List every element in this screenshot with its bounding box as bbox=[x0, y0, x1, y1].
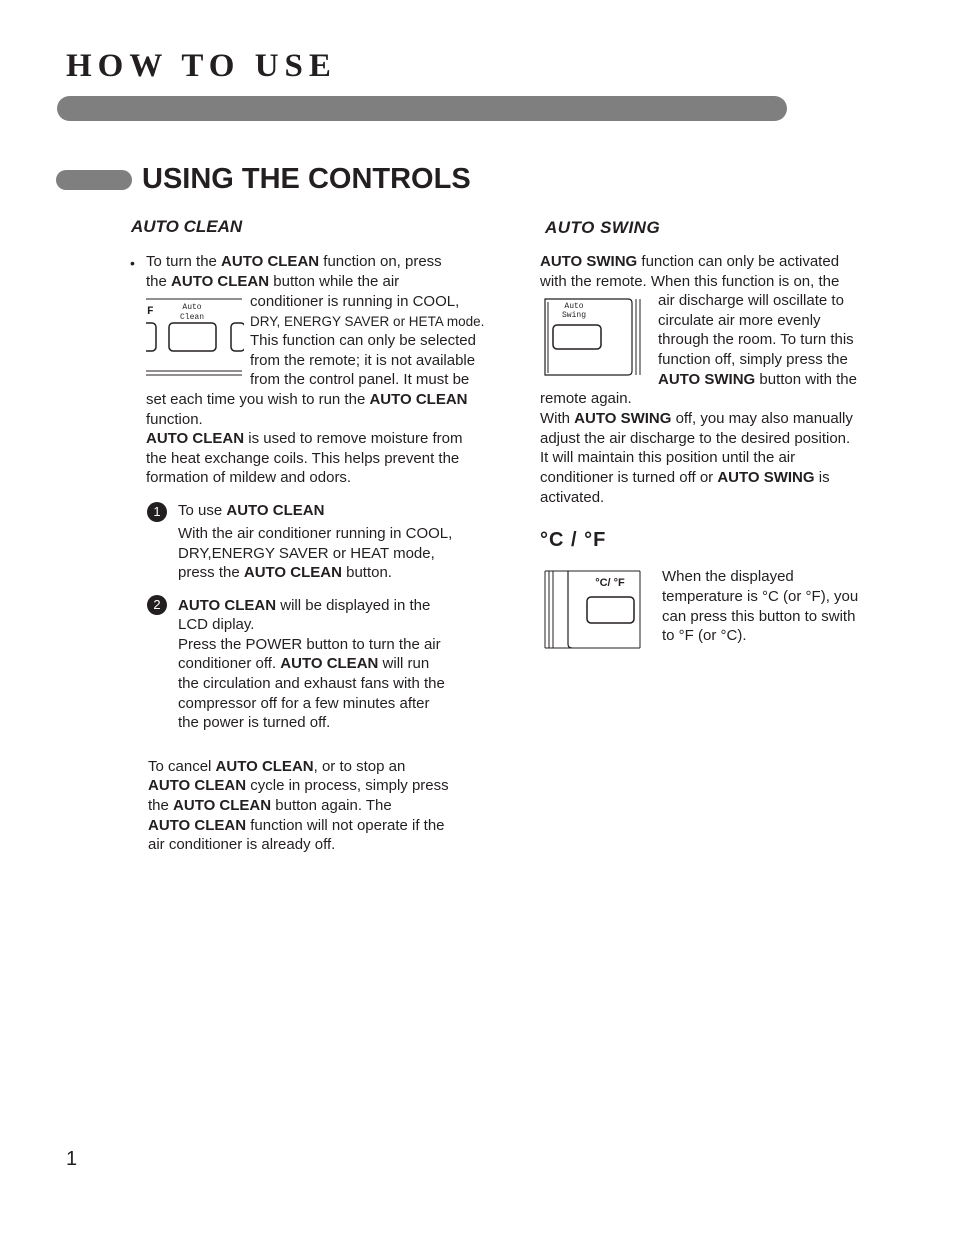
text-line: through the room. To turn this bbox=[658, 331, 854, 348]
text-line: temperature is °C (or °F), you bbox=[662, 588, 859, 605]
text-line: DRY, ENERGY SAVER or HETA mode. bbox=[250, 314, 485, 329]
text-line: function. bbox=[146, 411, 203, 428]
text-line: adjust the air discharge to the desired position. bbox=[540, 430, 851, 447]
text-line: AUTO CLEAN cycle in process, simply press bbox=[148, 777, 449, 794]
section-pill bbox=[56, 170, 132, 190]
text-line: This function can only be selected bbox=[250, 332, 476, 349]
text-line: the circulation and exhaust fans with the bbox=[178, 675, 445, 692]
text-line: conditioner off. AUTO CLEAN will run bbox=[178, 655, 430, 672]
text-line: activated. bbox=[540, 489, 605, 506]
button-label: Clean bbox=[179, 313, 205, 322]
text-line: To turn the AUTO CLEAN function on, press bbox=[146, 253, 442, 270]
text-line: the power is turned off. bbox=[178, 714, 331, 731]
step-number-1: 1 bbox=[147, 502, 167, 522]
text-line: the heat exchange coils. This helps prevent the bbox=[146, 450, 460, 467]
text-line: air discharge will oscillate to bbox=[658, 292, 844, 309]
temp-unit-heading: °C / °F bbox=[540, 529, 607, 551]
text-line: with the remote. When this function is on, the bbox=[540, 273, 840, 290]
temp-unit-button-illustration bbox=[544, 570, 644, 652]
text-line: the AUTO CLEAN button while the air bbox=[146, 273, 400, 290]
text-line: It will maintain this position until the air bbox=[540, 449, 796, 466]
text-line: With the air conditioner running in COOL, bbox=[178, 525, 453, 542]
text-line: AUTO SWING function can only be activated bbox=[540, 253, 840, 270]
step-number-2: 2 bbox=[147, 595, 167, 615]
text-line: LCD diplay. bbox=[178, 616, 255, 633]
button-label: Swing bbox=[561, 311, 587, 320]
text-line: air conditioner is already off. bbox=[148, 836, 336, 853]
text-line: conditioner is turned off or AUTO SWING is bbox=[540, 469, 830, 486]
text-line: To cancel AUTO CLEAN, or to stop an bbox=[148, 758, 406, 775]
text-line: AUTO SWING button with the bbox=[658, 371, 857, 388]
auto-swing-button-illustration bbox=[544, 298, 644, 380]
text-line: To use AUTO CLEAN bbox=[178, 502, 325, 519]
text-line: Press the POWER button to turn the air bbox=[178, 636, 441, 653]
text-line: to °F (or °C). bbox=[662, 627, 747, 644]
text-line: the AUTO CLEAN button again. The bbox=[148, 797, 392, 814]
text-line: from the remote; it is not available bbox=[250, 352, 476, 369]
text-line: press the AUTO CLEAN button. bbox=[178, 564, 392, 581]
text-line: DRY,ENERGY SAVER or HEAT mode, bbox=[178, 545, 435, 562]
page-number: 1 bbox=[66, 1148, 78, 1170]
section-title: USING THE CONTROLS bbox=[142, 163, 471, 195]
button-label: °C/ °F bbox=[595, 577, 625, 589]
auto-clean-button-illustration bbox=[146, 298, 244, 378]
bullet: • bbox=[130, 255, 135, 271]
text-line: from the control panel. It must be bbox=[250, 371, 470, 388]
header-bar bbox=[57, 96, 787, 121]
button-label: Auto bbox=[564, 302, 584, 311]
button-label: Auto bbox=[182, 303, 202, 312]
text-line: compressor off for a few minutes after bbox=[178, 695, 430, 712]
text-line: function off, simply press the bbox=[658, 351, 848, 368]
auto-clean-heading: AUTO CLEAN bbox=[131, 217, 243, 236]
text-line: With AUTO SWING off, you may also manually bbox=[540, 410, 853, 427]
text-line: set each time you wish to run the AUTO CLEAN bbox=[146, 391, 468, 408]
text-line: AUTO CLEAN function will not operate if the bbox=[148, 817, 445, 834]
text-line: formation of mildew and odors. bbox=[146, 469, 352, 486]
button-letter: F bbox=[147, 306, 154, 318]
text-line: circulate air more evenly bbox=[658, 312, 821, 329]
auto-swing-heading: AUTO SWING bbox=[545, 218, 661, 237]
text-line: AUTO CLEAN will be displayed in the bbox=[178, 597, 431, 614]
text-line: can press this button to swith bbox=[662, 608, 856, 625]
page-header-title: HOW TO USE bbox=[66, 48, 337, 84]
text-line: remote again. bbox=[540, 390, 632, 407]
text-line: conditioner is running in COOL, bbox=[250, 293, 460, 310]
text-line: When the displayed bbox=[662, 568, 794, 585]
text-line: AUTO CLEAN is used to remove moisture from bbox=[146, 430, 463, 447]
